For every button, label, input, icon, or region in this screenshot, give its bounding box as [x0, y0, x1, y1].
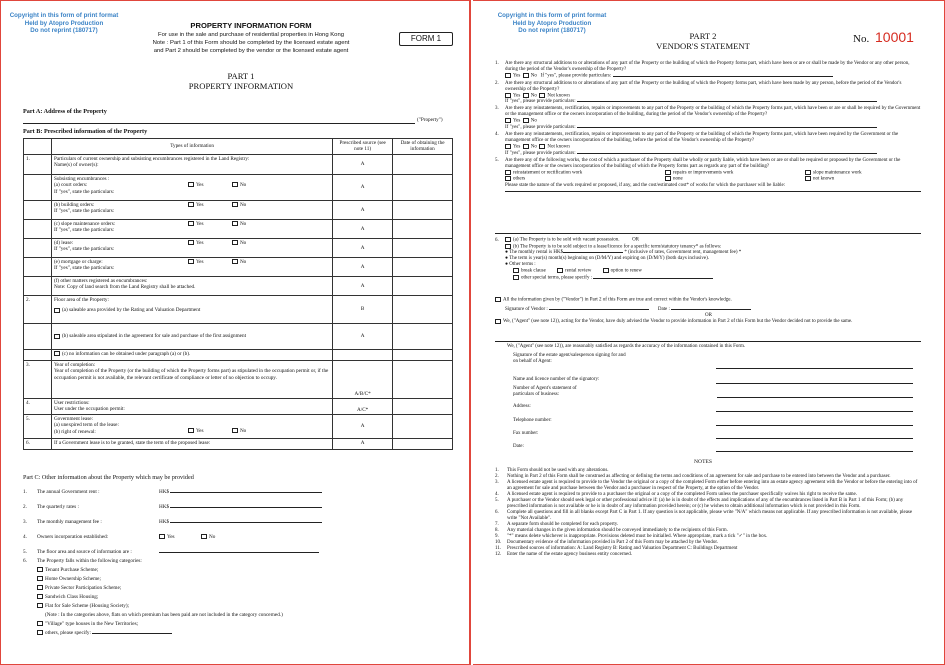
note-item: 10. Documentary evidence of the information provided in Part 2 of this Form may be attached by the Vendor.: [495, 540, 718, 545]
date-cell[interactable]: [393, 415, 453, 439]
telephone-field[interactable]: [716, 418, 913, 426]
yes-checkbox[interactable]: [188, 221, 194, 226]
agent-signature-field[interactable]: [716, 353, 913, 369]
date-cell[interactable]: [393, 220, 453, 239]
owners-incorporation-row: 4. Owners incorporation established:: [23, 534, 109, 540]
note-item: 1. This Form should not be used with any alterations.: [495, 468, 609, 473]
yes-checkbox[interactable]: [188, 259, 194, 264]
category-checkbox[interactable]: [37, 630, 43, 635]
not-known-checkbox[interactable]: [539, 144, 545, 149]
q4-particulars[interactable]: [577, 153, 877, 154]
yes-checkbox[interactable]: [505, 118, 511, 123]
no-checkbox[interactable]: [232, 182, 238, 187]
fax-field[interactable]: [716, 431, 913, 439]
category-checkbox[interactable]: [37, 567, 43, 572]
yes-checkbox[interactable]: [188, 240, 194, 245]
area-c-checkbox[interactable]: [54, 351, 60, 356]
category-item: Home Ownership Scheme;: [37, 576, 101, 582]
area-b-checkbox[interactable]: [54, 334, 60, 339]
part-1-heading: PART 1 PROPERTY INFORMATION: [188, 71, 294, 91]
form-badge: FORM 1: [399, 32, 453, 46]
note-item: 3. A licensed estate agent is required to provide to the Vendor the original or a copy of the completed Form either before entering into an estate agency agreement with the Vendor or before the entering into of an agreement for sale and purchase between the Vendor and a purchaser in respect of the Property, at the option of the Vendor.: [495, 480, 918, 491]
form-1-page: Copyright in this form of print format Held by Atopro Production Do not reprint (180717) PROPERTY INFORMATION FORM For use in the sale and purchase of residential properties in Hong Kong Note : Part 1 of this Form should be completed by the licensed estate agent and Part 2 should be completed by the vendor or the licensed estate agent FORM 1 PART 1 PROPERTY INFORMATION Part A: Address of the Property ("Property") Part B: Prescribed information of the Property Types of information Prescribed source (see note 11) Date of obtaining the information 1. Particulars of current ownership and subsisting encumbrances registered in the Land Registry: Name(s) of owner(s): A Subsisting encumbrances : (a) court orders: If "yes", state the particulars: Yes No A (b) building orders: If "yes", state the particulars: Yes No A (c) slope maintenance orders: If "yes", state the particulars: Yes No A (d) lease: If "yes", state the particulars: Yes No A (e) mortgage or charge: If "yes", state the particulars: Yes No A (f) other matters registered as encumbrances: Note: Copy of land search from the Land Registry shall be attached. A 2. Floor area of the Property: (a) saleable area provided by the Rating and Valuation Department B (b) saleable area stipulated in the agreement for sale and purchase of the first assignment A (c) no information can be obtained under paragraph (a) or (b). 3. Year of completion: Year of completion of the Property (or the building of which the Property forms part) as stipulated in the occupation permit or, if the occupation permit is not available, the relevant certificate of compliance or letter of no objection to occupy. A/B/C* 4. User restrictions: User under the occupation permit: A/C* 5. Government lease: (a) unexpired term of the lease: (b) right of renewal: Yes No A 6. If a Government lease is to be granted, state the term of the proposed lease: A Part C: Other information about the Property which may be provided 1. The annual Government rent : HK$ 2. The quarterly rates : HK$ 3. The monthly management fee : HK$ 4. Owners incorporation established: Yes No 5. The floor area and source of information are : 6. The Property falls within the following categories: Tenant Purchase Scheme; Home Ownership Scheme; Private Sector Participation Scheme; Sandwich Class Housing; Flat for Sale Scheme (Housing Society); (Note : In the categories above, flats on which premium has been paid are not included in the category concerned.) "Village" type houses in the New Territories; others, please specify:: [0, 0, 471, 665]
address-line[interactable]: [23, 123, 415, 124]
table-row: (d) lease: If "yes", state the particulars: Yes No A: [24, 239, 453, 258]
copyright-notice: Copyright in this form of print format Held by Atopro Production Do not reprint (180717): [9, 12, 119, 35]
serial-number: 10001: [875, 29, 914, 45]
category-item: Private Sector Participation Scheme;: [37, 585, 121, 591]
table-row: (b) saleable area stipulated in the agreement for sale and purchase of the first assignment A: [24, 324, 453, 350]
yes-checkbox[interactable]: [505, 73, 511, 78]
date-cell[interactable]: [393, 439, 453, 450]
part-c-heading: Part C: Other information about the Property which may be provided: [23, 474, 194, 481]
note-item: 8. Any material changes in the given information should be conveyed immediately to the recipients of this Form.: [495, 528, 728, 533]
property-label: ("Property"): [417, 117, 443, 123]
quarterly-rates-field[interactable]: [170, 507, 322, 508]
table-row: (b) building orders: If "yes", state the particulars: Yes No A: [24, 201, 453, 220]
note-item: 2. Nothing in Part 2 of this Form shall be construed as affecting or defining the terms and conditions of an agreement for sale and purchase to be entered into between the Vendor and a purchaser.: [495, 474, 891, 479]
form-subtitle: For use in the sale and purchase of residential properties in Hong Kong Note : Part 1 of this Form should be completed by the licensed estate agent and Part 2 should be completed by the vendor or the licensed estate agent: [152, 32, 350, 54]
table-row: 5. Government lease: (a) unexpired term of the lease: (b) right of renewal: Yes No A: [24, 415, 453, 439]
note-item: 12. Enter the name of the estate agency business entity concerned.: [495, 552, 632, 557]
vendor-date-field[interactable]: [671, 309, 751, 310]
category-checkbox[interactable]: [37, 576, 43, 581]
no-checkbox[interactable]: [523, 73, 529, 78]
break-clause-checkbox[interactable]: [513, 268, 519, 273]
header-types: Types of information: [51, 139, 332, 155]
agent-declaration: We, ("Agent" (see note 12)), are reasonably satisfied as regards the accuracy of the information contained in this Form.: [507, 344, 746, 349]
yes-checkbox[interactable]: [505, 144, 511, 149]
date-cell[interactable]: [393, 399, 453, 415]
date-cell[interactable]: [393, 296, 453, 324]
rent-field[interactable]: [563, 252, 623, 253]
no-checkbox[interactable]: [201, 534, 207, 539]
other-category-field[interactable]: [92, 633, 172, 634]
yes-checkbox[interactable]: [188, 202, 194, 207]
category-item: others, please specify:: [37, 630, 172, 636]
special-terms-field[interactable]: [593, 278, 713, 279]
part-a-heading: Part A: Address of the Property: [23, 108, 107, 115]
date-cell[interactable]: [393, 201, 453, 220]
floor-area-row: 5. The floor area and source of information are :: [23, 549, 132, 555]
section-divider: [495, 341, 921, 342]
q5-nature-field[interactable]: [505, 191, 921, 192]
possession-section: 6. (a) The Property is to be sold with vacant possession. OR (b) The Property is to be sold subject to a lease/licence for a specific term/statutory tenancy* as follows: ● The monthly rental is HK$ * (inclusive of rates, Government rent, management fee) * ● The term is year(s) month(s) beginning on (D/M/Y) and expiring on (D/M/Y) (both days inclusive). ● Other terms : break clause rental review option to renew other special terms, please specify :: [495, 237, 742, 281]
vacant-possession-checkbox[interactable]: [505, 237, 511, 242]
date-cell[interactable]: [393, 324, 453, 350]
option-to-renew-checkbox[interactable]: [603, 268, 609, 273]
date-cell[interactable]: [393, 155, 453, 175]
copyright-notice: Copyright in this form of print format Held by Atopro Production Do not reprint (180717): [497, 12, 607, 35]
q1-particulars[interactable]: [613, 76, 833, 77]
work-option-checkbox[interactable]: [665, 176, 671, 181]
q3-particulars[interactable]: [577, 127, 877, 128]
yes-checkbox[interactable]: [159, 534, 165, 539]
table-row: (c) no information can be obtained under paragraph (a) or (b).: [24, 350, 453, 361]
q2-particulars[interactable]: [577, 101, 877, 102]
category-checkbox[interactable]: [37, 594, 43, 599]
note-item: 5. A purchaser or the Vendor should seek legal or other professional advice if: (a) he is in doubt of the effects and implications of any of the encumbrances listed in Part B in Part 1 of this Form; (b) any prescribed information is not available or he is in doubt of any information provided herein; or (c) he wishes to obtain additional information which is not provided in this Form.: [495, 498, 904, 509]
no-checkbox[interactable]: [523, 118, 529, 123]
date-cell[interactable]: [393, 361, 453, 399]
note-item: 7. A separate form should be completed for each property.: [495, 522, 619, 527]
serial-label: No.: [853, 33, 870, 45]
work-option-checkbox[interactable]: [805, 170, 811, 175]
no-checkbox[interactable]: [523, 93, 529, 98]
table-row: 6. If a Government lease is to be granted, state the term of the proposed lease: A: [24, 439, 453, 450]
category-item: Flat for Sale Scheme (Housing Society);: [37, 603, 129, 609]
part-2-page: [473, 0, 945, 665]
category-item: Sandwich Class Housing;: [37, 594, 98, 600]
work-option-checkbox[interactable]: [805, 176, 811, 181]
vendor-statement-body: 1. Are there any structural additions to or alterations of any part of the Property or the building of which the Property forms part, which have been or are or shall be made by the Vendor or any other person, during the period of the Vendor's ownership of the Property? Yes No If "yes", please provide particulars: 2. Are there any structural additions to or alterations of any part of the Property or the building of which the Property forms part, which have been made by any person, before the period of the Vendor's ownership of the Property? Yes No Not known If "yes", please provide particulars: 3. Are there any reinstatements, rectification, repairs or improvements to any part of the Property or the building of which the Property forms part, which have been or are or shall be required by the Government or the management office or the owners incorporation of the building, during the period of the Vendor's ownership of the Property? Yes No If "yes", please provide particulars: 4. Are there any reinstatements, rectification, repairs or improvements to any part of the Property or the building of which the Property forms part, which have been required by the Government or the management office or the owners incorporation of the building, before the period of the Vendor's ownership of the Property? Yes No Not known If "yes", please provide particulars: 5. Are there any of the following works, the cost of which a purchaser of the Property shall be wholly or partly liable, which have been or are or shall be required or proposed by the Government or the management office or the owners incorporation of the building of which the Property forms part as regards any part of the building? reinstatement or rectification work repairs or improvements work slope maintenance work others none not known Please state the nature of the work required or proposed, if any, and the cost/estimated cost* of works for which the purchaser will be liable:: [495, 61, 921, 195]
note-item: 11. Prescribed sources of information: A: Land Registry B: Rating and Valuation Department C: Buildings Department: [495, 546, 738, 551]
signatory-field[interactable]: [716, 377, 913, 384]
prescribed-info-table: [23, 138, 453, 450]
part-2-heading: PART 2 VENDOR'S STATEMENT: [656, 31, 750, 51]
table-row: (c) slope maintenance orders: If "yes", state the particulars: Yes No A: [24, 220, 453, 239]
no-checkbox[interactable]: [232, 221, 238, 226]
quarterly-rates-row: 2. The quarterly rates :: [23, 504, 79, 510]
table-row: 2. Floor area of the Property: (a) saleable area provided by the Rating and Valuation Department B: [24, 296, 453, 324]
no-checkbox[interactable]: [523, 144, 529, 149]
category-checkbox[interactable]: [37, 621, 43, 626]
rental-review-checkbox[interactable]: [557, 268, 563, 273]
header-date: Date of obtaining the information: [393, 139, 453, 155]
category-note: (Note : In the categories above, flats on which premium has been paid are not included in the category concerned.): [45, 612, 283, 618]
table-row: (e) mortgage or charge: If "yes", state the particulars: Yes No A: [24, 258, 453, 277]
table-row: 3. Year of completion: Year of completion of the Property (or the building of which the Property forms part) as stipulated in the occupation permit or, if the occupation permit is not available, the relevant certificate of compliance or letter of no objection to occupy. A/B/C*: [24, 361, 453, 399]
table-row: 1. Particulars of current ownership and subsisting encumbrances registered in the Land Registry: Name(s) of owner(s): A: [24, 155, 453, 175]
categories-row: 6. The Property falls within the following categories:: [23, 558, 142, 564]
date-cell[interactable]: [393, 239, 453, 258]
vendor-declaration: All the information given by ("Vendor") in Part 2 of this Form are true and correct within the Vendor's knowledge. Signature of Vendor : Date : OR We, ("Agent" (see note 12)), acting for the Vendor, have duly advised the Vendor to provide information in Part 2 of this Form but the Vendor decided not to provide the same.: [495, 297, 921, 325]
note-item: 9. "*" means delete whichever is inappropriate. Provisions deleted must be initialled. Where appropriate, mark a tick "✓" in the box.: [495, 534, 768, 539]
table-row: 4. User restrictions: User under the occupation permit: A/C*: [24, 399, 453, 415]
date-cell[interactable]: [393, 175, 453, 201]
no-checkbox[interactable]: [232, 428, 238, 433]
category-checkbox[interactable]: [37, 585, 43, 590]
address-field[interactable]: [716, 404, 913, 412]
vendor-declaration-checkbox[interactable]: [495, 297, 501, 302]
special-terms-checkbox[interactable]: [513, 275, 519, 280]
date-cell[interactable]: [393, 350, 453, 361]
category-item: Tenant Purchase Scheme;: [37, 567, 98, 573]
section-divider: [495, 233, 921, 234]
no-checkbox[interactable]: [232, 202, 238, 207]
agent-date-field[interactable]: [716, 444, 913, 452]
work-option-checkbox[interactable]: [505, 176, 511, 181]
management-fee-field[interactable]: [170, 522, 322, 523]
date-cell[interactable]: [393, 277, 453, 296]
agent-advised-checkbox[interactable]: [495, 319, 501, 324]
category-item: "Village" type houses in the New Territories;: [37, 621, 138, 627]
notes-list: [495, 468, 921, 558]
no-checkbox[interactable]: [232, 240, 238, 245]
floor-area-field[interactable]: [159, 552, 319, 553]
work-option-checkbox[interactable]: [665, 170, 671, 175]
header-source: Prescribed source (see note 11): [333, 139, 393, 155]
notes-heading: NOTES: [693, 459, 713, 465]
date-cell[interactable]: [393, 258, 453, 277]
subject-to-lease-checkbox[interactable]: [505, 244, 511, 249]
part-b-heading: Part B: Prescribed information of the Property: [23, 128, 148, 135]
management-fee-row: 3. The monthly management fee :: [23, 519, 102, 525]
table-row: Subsisting encumbrances : (a) court orders: If "yes", state the particulars: Yes No A: [24, 175, 453, 201]
note-item: 4. A licensed estate agent is required to provide to a purchaser the original or a copy of the completed Form unless the purchaser specifically waives his right to receive the same.: [495, 492, 858, 497]
work-option-checkbox[interactable]: [505, 170, 511, 175]
table-header-row: [24, 139, 453, 155]
yes-checkbox[interactable]: [505, 93, 511, 98]
annual-rent-field[interactable]: [170, 492, 322, 493]
vendor-signature-field[interactable]: [549, 309, 649, 310]
agent-statement-field[interactable]: [717, 386, 913, 398]
no-checkbox[interactable]: [232, 259, 238, 264]
area-a-checkbox[interactable]: [54, 308, 60, 313]
annual-rent-row: 1. The annual Government rent :: [23, 489, 100, 495]
note-item: 6. Complete all questions and fill in all blanks except Part C in Part 1. If any question is not applicable, please write "N/A" which means not applicable. If any prescribed information is not available, please write "Not Available".: [495, 510, 913, 521]
table-row: (f) other matters registered as encumbrances: Note: Copy of land search from the Land Registry shall be attached. A: [24, 277, 453, 296]
agent-details: Signature of the estate agent/salesperson signing for and on behalf of Agent: Name and licence number of the signatory: Number of Agent's statement of particulars of business: Address: Telephone number: Fax number: Date:: [513, 353, 913, 454]
category-checkbox[interactable]: [37, 603, 43, 608]
not-known-checkbox[interactable]: [539, 93, 545, 98]
yes-checkbox[interactable]: [188, 428, 194, 433]
form-title: PROPERTY INFORMATION FORM: [190, 21, 312, 30]
yes-checkbox[interactable]: [188, 182, 194, 187]
